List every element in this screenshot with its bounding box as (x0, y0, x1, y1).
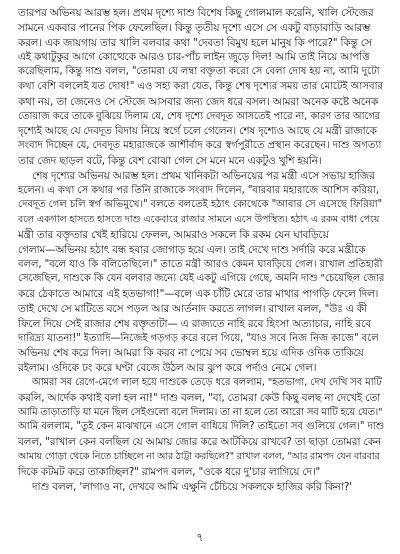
text-line: আমি তাড়াতাড়ি যা মনে ছিল সেইগুলো বলে দিলাম। তা না হলে তো আরো সব মাটি হয়ে যেত।" (18, 406, 383, 418)
text-line: দেবদূত গেল চলি স্বর্গ অভিমুখে।" বলতে বলতেই হঠাৎ কোথেকে "আবার সে এসেছে ফিরিয়া" (18, 199, 383, 211)
text-line: আমি বললাম, "তুই কেন মাঝখানে এসে গোল বাধিয়ে দিলি? তাইতো সব গুলিয়ে গেল।" দাশু (18, 421, 384, 433)
text-line: করে ঠেকাতে আমারে এই হতভাগা!"—বলে এক চাঁটি মেরে তার মাথার পাগড়ি ফেলে দিল। (18, 288, 379, 301)
page-number: ৭ (196, 531, 204, 544)
text-line: তাই দেখে সে মাটিতে বসে পড়ল আর আর্তনাদ করতে লাগল। রাখাল বলল, "উঃ এ কী (18, 302, 367, 315)
text-line: গেলাম—অভিনয় হঠাৎ বন্ধ হবার জোগাড় হয়ে এল। তাই দেখে দাশু সর্দারি করে মন্ত্রীকে (18, 243, 366, 256)
body-text (18, 6, 384, 522)
text-line: কথা বেশি বললেই যত দোষ!" এও সহ্য করা যেত, কিন্তু শেষ দৃশ্যের সময় তার মোটেই আসবার (18, 80, 383, 92)
text-line: বলল, "রাখাল কেন বলছিল যে আমায় জোর করে আটকিয়ে রাখবে? তা ছাড়া তোমরা কেন (18, 436, 381, 449)
text-line: সামনে একবার পানের পিক ফেলেছিল। কিন্তু তৃতীয় দৃশ্যে এসে সে একটু বাড়াবাড়ি আরম্ভ (18, 21, 371, 34)
text-line: রইলাম। ওদিকে ঢং করে ঘণ্টা বেজে উঠল আর ঝুপ করে পর্দাও নেমে গেল। (18, 362, 317, 375)
text-line: করেছিলাম, কিন্তু দাশু বলল, "তোমরা যে লম্বা বক্তৃতা করো সে বেলা দোষ হয় না, আমি দুটো (18, 66, 380, 78)
text-line: করলি, আর্দেক কথাই বলা হল না!" দাশু বলল, "বা, তোমরা কেউ কিছু বলছ না দেখেই তো (18, 391, 381, 404)
text-line: বলল, "বলে যাও কি বলিতেছিলে।" তাতে মন্ত্রী আরও কেমন ঘাবড়িয়ে গেল। রাখাল প্রতিহারী (18, 258, 383, 270)
text-line: দাশু বলল, 'লাগাও না, দেখবে আমি এক্ষুনি চেঁচিয়ে সকলকে হাজির করি কিনা?' (32, 480, 352, 493)
text-line: আমরা সব রেগে-মেগে লাল হয়ে দাশুকে তেড়ে ধরে বললাম, "হতভাগা, দেখ দেখি সব মাটি (32, 376, 382, 388)
text-line: ফিলে দিয়ে সেই রাজার শেষ বক্তৃতাটা— এ রাজ্যতে নাহি রবে হিংসা অত্যাচার, নাহি রবে (18, 317, 371, 330)
text-line: সেজেছিল, দাশুকে কি যেন বলবার জন্যে যেই একটু এগিয়ে গেছে, অমনি দাশু "চেয়েছিল জোর (18, 273, 384, 285)
text-line: করল। এক জায়গায় তার খালি বলবার কথা "দেবতা বিমুখ হলে মানুষ কি পারে?" কিন্তু সে (18, 36, 372, 49)
text-line: আমায় গোড়া থেকে নিতে চাচ্ছিলে না আর ঠাট্টা করছিলে?" রাখাল বলল, "আর রামপদ যেন বারবার (18, 450, 380, 462)
text-line: দিকে কটমট করে তাকাচ্ছিল?" রামপদ বলল, "ওকে ধরে দু'চার লাগিয়ে দে।" (18, 465, 321, 478)
text-line: কথা নয়, তা জেনেও সে স্টেজে আসবার জন্য জেদ ধরে বসল। আমরা অনেক কষ্টে অনেক (18, 95, 379, 108)
text-line: তোয়াজ করে তাকে বুঝিয়ে দিলাম যে, শেষ দৃশ্যে দেবদূত আসতেই পারে না, কারণ তার আগের (18, 110, 381, 122)
text-line: বলে একগাল হাসতে হাসতে দাশু একেবারে রাজার সামনে এসে উপস্থিত। হঠাৎ এ রকম বাধা পেয়ে (18, 214, 380, 226)
text-line: তারপর অভিনয় আরম্ভ হল। প্রথম দৃশ্যে দাশু বিশেষ কিছু গোলমাল করেনি, খালি স্টেজের (18, 7, 374, 19)
text-line: দারিদ্র্য যাতনা!" ইত্যাদি—নিজেই গড়গড় করে বলে গিয়ে, "যাও সবে নিজ নিজ কাজে" বলে (18, 332, 379, 344)
text-line: সংবাদ দিচ্ছেন যে, দেবদূত মহারাজকে আশীর্বাদ করে স্বর্গপুরীতে প্রস্থান করেছেন। দাশু অগত্যা (18, 140, 382, 152)
text-line: শেষ দৃশ্যের অভিনয় আরম্ভ হল। প্রথম খানিকটা অভিনয়ের পর মন্ত্রী এসে সভায় হাজির (32, 169, 375, 182)
text-line: এই কথাটুকুর আগে কোত্থেকে আরও চার-পাঁচ লাইন জুড়ে দিল! আমি তাই নিয়ে আপত্তি (18, 51, 370, 64)
text-line: হলেন। এ কথা সে কথার পর তিনি রাজাকে সংবাদ দিলেন, "বারবার মহারাজে আশিস করিয়া, (18, 184, 379, 196)
text-line: অভিনয় শেষ করে দিল। আমরা কি করব না পেয়ে সব ভোম্বল হয়ে এদিক ওদিক তাকিয়ে (18, 347, 364, 360)
text-line: দৃশ্যেই আছে যে দেবদূত বিদায় নিয়ে স্বর্গে চলে গেলেন। শেষ দৃশ্যেও আছে যে মন্ত্রী রাজাকে (18, 125, 377, 138)
text-line: মন্ত্রী তার বক্তৃতার খেই হারিয়ে ফেলল, আমরাও সকলে কি রকম যেন ঘাবড়িয়ে (18, 228, 329, 241)
text-line: তার জেদ ছাড়ল বটে, কিন্তু বেশ বোঝা গেল সে মনে মনে একটুও খুশি হয়নি। (18, 154, 322, 167)
